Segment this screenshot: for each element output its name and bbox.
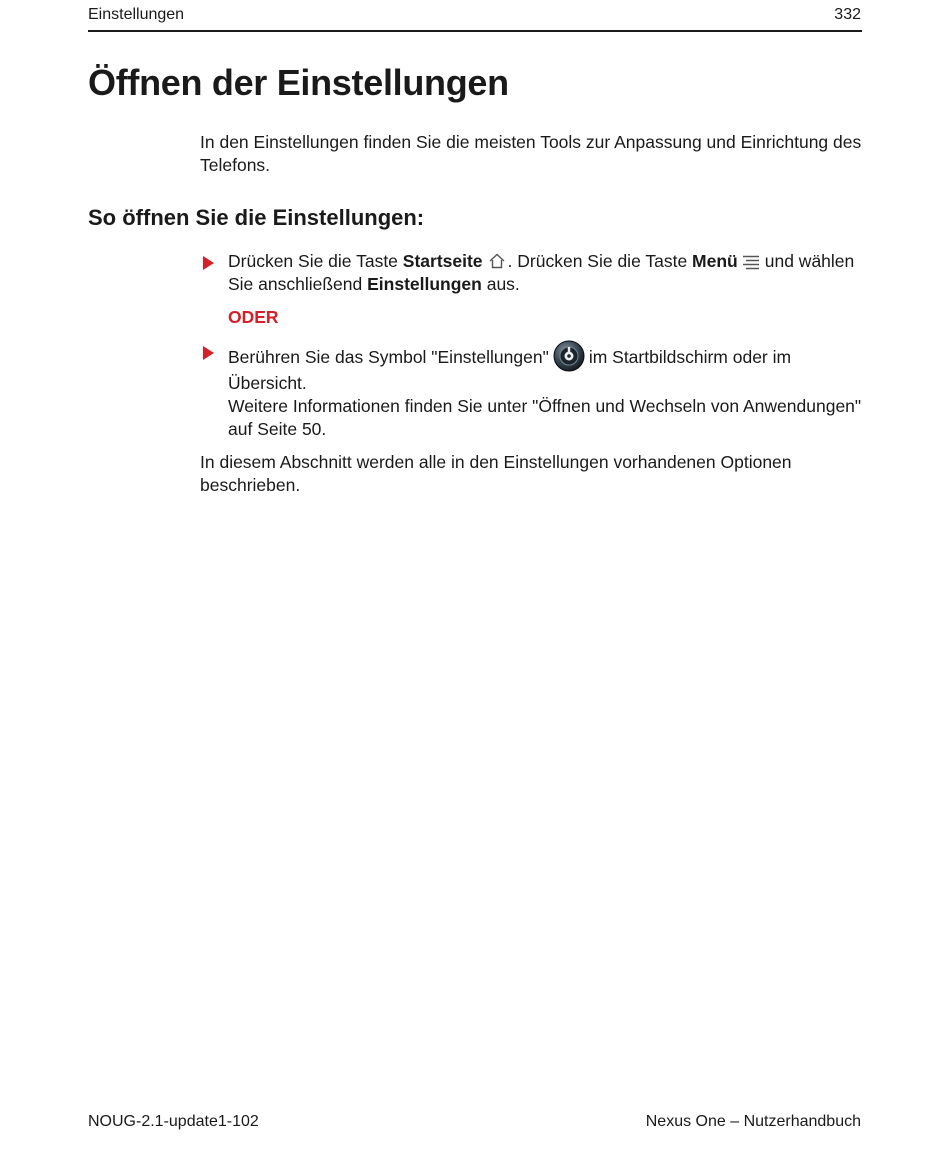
summary-paragraph: In diesem Abschnitt werden alle in den Einstellungen vorhandenen Optionen beschrieben.: [200, 452, 792, 495]
page-title: Öffnen der Einstellungen: [88, 62, 509, 103]
header-page-number: 332: [834, 6, 861, 23]
menu-label: Menü: [692, 251, 738, 271]
einstellungen-label: Einstellungen: [367, 274, 482, 294]
running-header: [88, 4, 862, 32]
triangle-bullet-icon: [203, 256, 214, 270]
footer-document-id: NOUG-2.1-update1-102: [88, 1113, 259, 1130]
settings-app-icon: [553, 340, 585, 372]
footer-manual-title: Nexus One – Nutzerhandbuch: [645, 1113, 861, 1130]
section-subheading: So öffnen Sie die Einstellungen:: [88, 205, 425, 230]
header-section-title: Einstellungen: [88, 6, 185, 23]
oder-separator: ODER: [228, 307, 279, 327]
home-icon: [487, 252, 507, 270]
intro-paragraph: In den Einstellungen finden Sie die meisten Tools zur Anpassung und Einrichtung des Telefons.: [200, 132, 862, 175]
step-item-1: [200, 250, 862, 296]
step-1-text: Drücken Sie die Taste Startseite . Drücken Sie die Taste Menü und wählen Sie anschließend Einstellungen aus.: [228, 251, 855, 294]
step-2-text: Berühren Sie das Symbol "Einstellungen" im Startbildschirm oder im Übersicht.: [228, 340, 862, 395]
menu-icon: [742, 254, 760, 270]
triangle-bullet-icon: [203, 346, 214, 360]
startseite-label: Startseite: [402, 251, 483, 271]
more-info-text: Weitere Informationen finden Sie unter "Öffnen und Wechseln von Anwendungen" auf Seite 50.: [228, 396, 862, 439]
step-item-2: [200, 340, 862, 395]
